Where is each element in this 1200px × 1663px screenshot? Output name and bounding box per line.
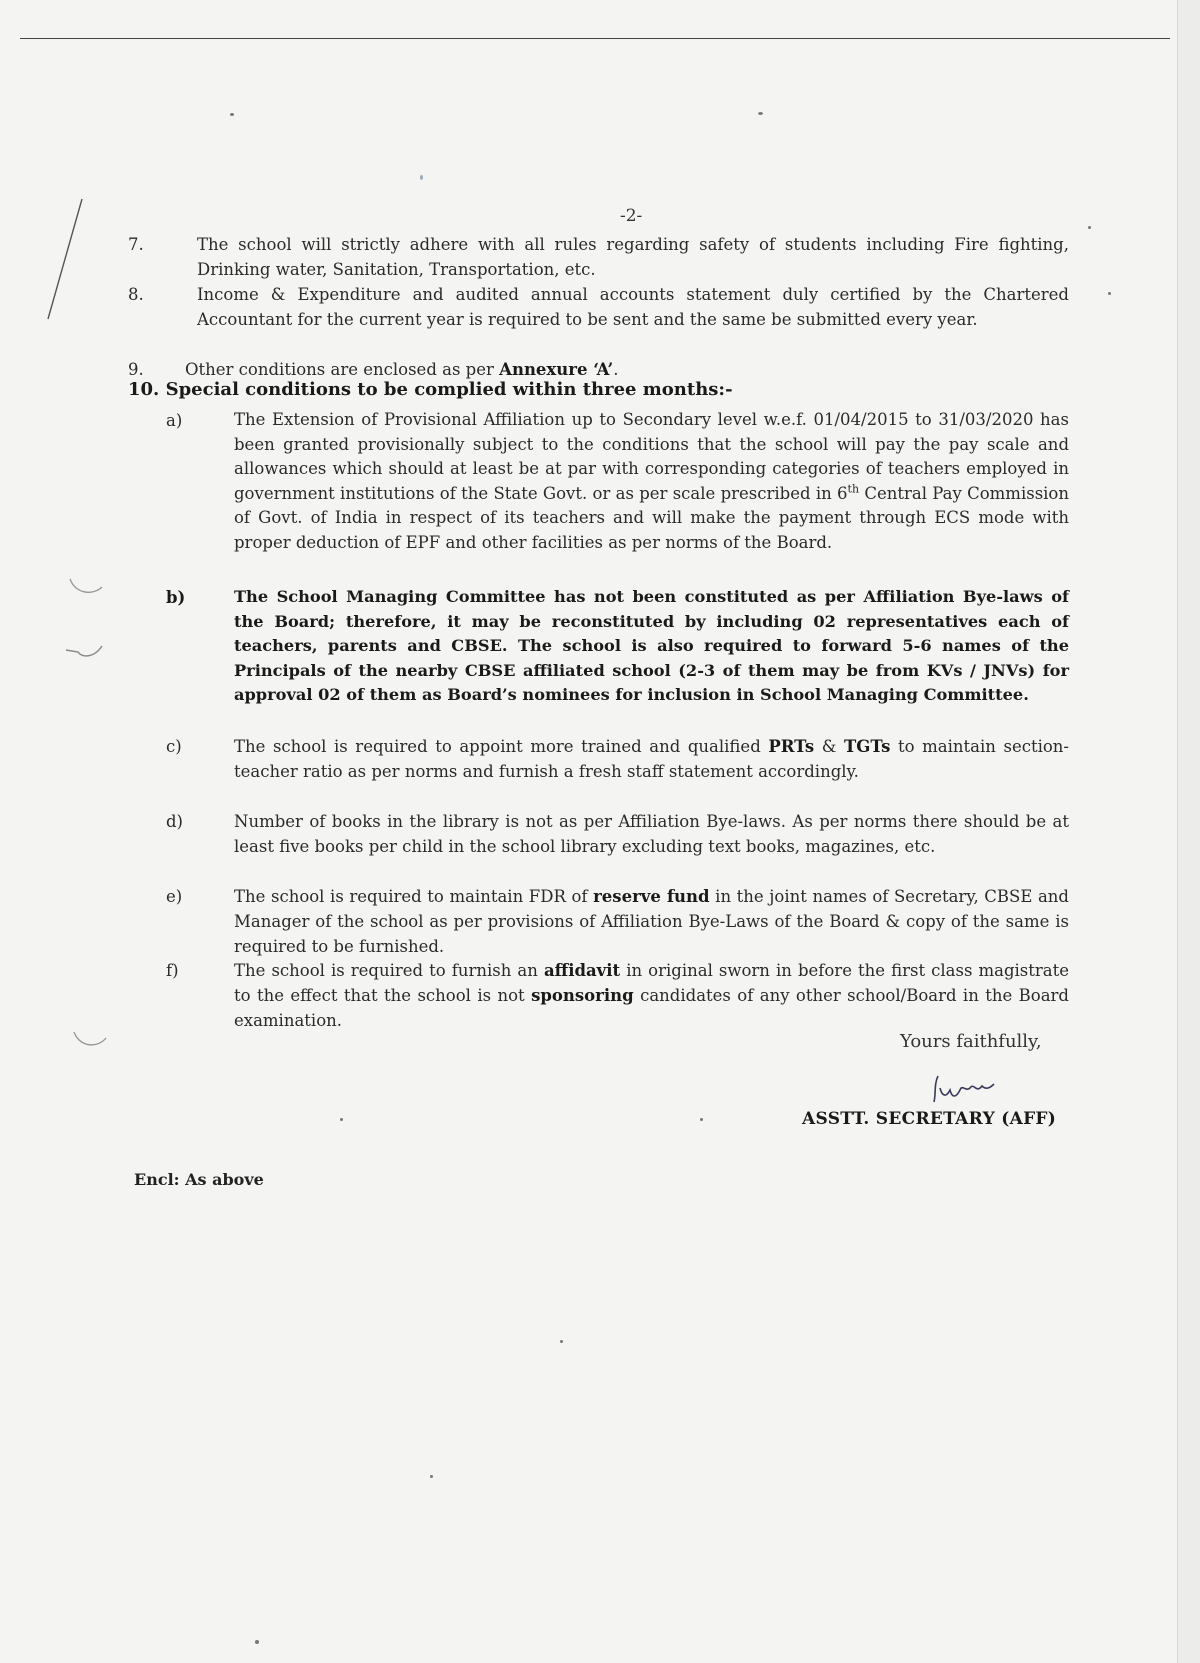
condition-e-text: The school is required to maintain FDR of reserve fund in the joint names of Secretary, CBSE and Manager of the school as per provisions of Affiliation Bye-Laws of the Board & copy of the same is required to be furnished. bbox=[234, 887, 1069, 956]
condition-c-label: c) bbox=[166, 737, 182, 756]
condition-b-text: The School Managing Committee has not been constituted as per Affiliation Bye-laws of the Board; therefore, it may be reconstituted by including 02 representatives each of teachers, parents and CBSE. The school is also required to forward 5-6 names of the Principals of the nearby CBSE affiliated school (2-3 of them may be from KVs / JNVs) for approval 02 of them as Board’s nominees for inclusion in School Managing Committee. bbox=[234, 587, 1069, 705]
condition-d-label: d) bbox=[166, 812, 183, 831]
scan-speck bbox=[420, 175, 423, 180]
handwritten-signature bbox=[930, 1072, 1030, 1106]
scan-speck bbox=[1108, 292, 1111, 295]
item-8-number: 8. bbox=[128, 285, 144, 304]
scan-speck bbox=[700, 1118, 703, 1121]
scan-speck bbox=[340, 1118, 343, 1121]
item-7-number: 7. bbox=[128, 235, 144, 254]
condition-e-label: e) bbox=[166, 887, 183, 906]
scan-speck bbox=[758, 112, 763, 115]
signatory-title: ASSTT. SECRETARY (AFF) bbox=[802, 1109, 1057, 1129]
condition-d-text: Number of books in the library is not as per Affiliation Bye-laws. As per norms there should be at least five books per child in the school library excluding text books, magazines, etc. bbox=[234, 812, 1069, 856]
item-9-number: 9. bbox=[128, 360, 144, 379]
margin-pencil-mark bbox=[40, 195, 90, 325]
punch-hole-shadow bbox=[62, 640, 108, 666]
condition-f-text: The school is required to furnish an affidavit in original sworn in before the first class magistrate to the effect that the school is not sponsoring candidates of any other school/Board in the Board examination. bbox=[234, 961, 1069, 1030]
special-conditions-heading: 10. Special conditions to be complied within three months:- bbox=[128, 379, 733, 400]
condition-a-text: The Extension of Provisional Affiliation up to Secondary level w.e.f. 01/04/2015 to 31/03/2020 has been granted provisionally subject to the conditions that the school will pay the pay scale and allowances which should at least be at par with corresponding categories of teachers employed in government institutions of the State Govt. or as per scale prescribed in 6th Central Pay Commission of Govt. of India in respect of its teachers and will make the payment through ECS mode with proper deduction of EPF and other facilities as per norms of the Board. bbox=[234, 410, 1069, 552]
closing-salutation: Yours faithfully, bbox=[900, 1031, 1042, 1052]
item-7-text: The school will strictly adhere with all rules regarding safety of students including Fire fighting, Drinking water, Sanitation, Transportation, etc. bbox=[197, 235, 1069, 279]
scan-edge bbox=[1177, 0, 1200, 1663]
item-9-text: Other conditions are enclosed as per Annexure ‘A’. bbox=[185, 360, 619, 379]
condition-c-text: The school is required to appoint more trained and qualified PRTs & TGTs to maintain section-teacher ratio as per norms and furnish a fresh staff statement accordingly. bbox=[234, 737, 1069, 781]
condition-b-label: b) bbox=[166, 588, 186, 607]
enclosure-note: Encl: As above bbox=[134, 1170, 264, 1189]
scan-speck bbox=[1088, 226, 1091, 229]
scan-speck bbox=[255, 1640, 259, 1644]
scan-speck bbox=[430, 1475, 433, 1478]
punch-hole-shadow bbox=[70, 1028, 110, 1052]
top-rule bbox=[20, 38, 1170, 39]
condition-f-label: f) bbox=[166, 961, 179, 980]
page-number: -2- bbox=[620, 206, 643, 226]
condition-a-label: a) bbox=[166, 411, 183, 430]
item-8-text: Income & Expenditure and audited annual accounts statement duly certified by the Chartered Accountant for the current year is required to be sent and the same be submitted every year. bbox=[197, 285, 1069, 329]
scan-speck bbox=[230, 113, 234, 116]
scan-speck bbox=[560, 1340, 563, 1343]
punch-hole-shadow bbox=[66, 575, 106, 599]
